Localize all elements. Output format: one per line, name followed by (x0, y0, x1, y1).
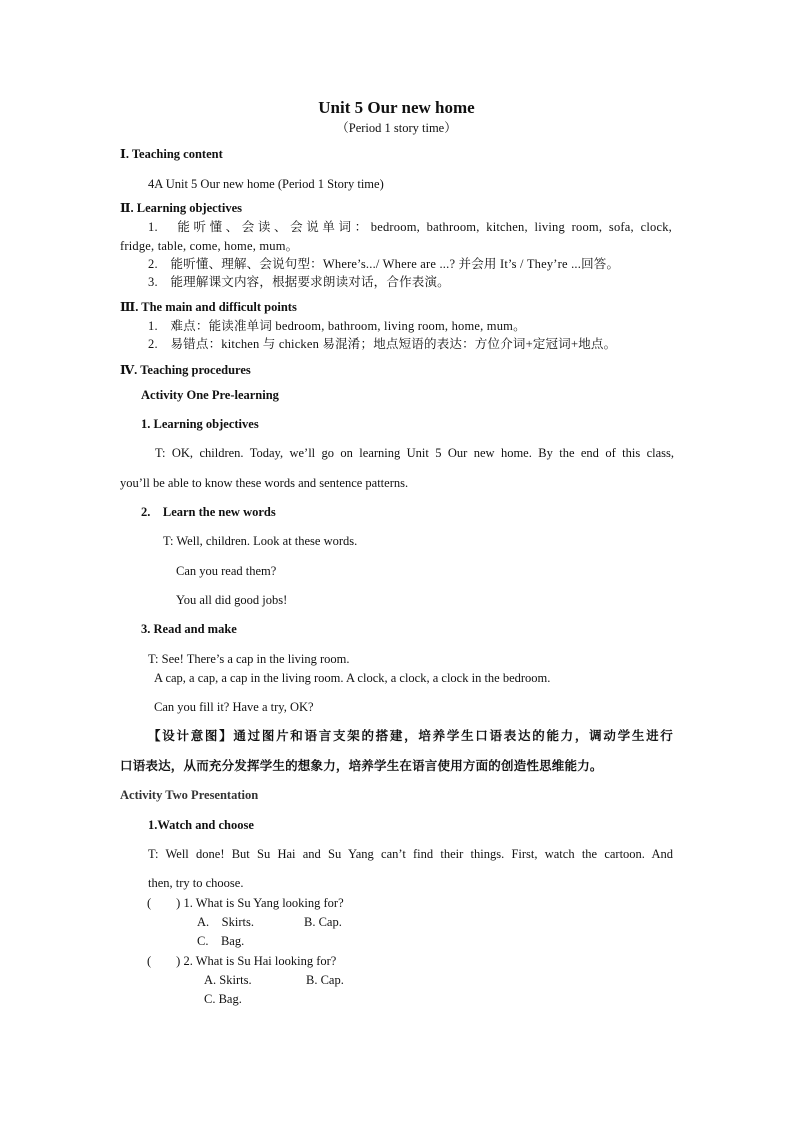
paragraph-watch-line-2: then, try to choose. (148, 876, 244, 890)
section-heading-learning-objectives: Ⅱ. Learning objectives (120, 201, 242, 215)
dialogue-line-good-jobs: You all did good jobs! (176, 593, 288, 607)
dialogue-line-read-them: Can you read them? (176, 564, 277, 578)
chant-line: A cap, a cap, a cap in the living room. A clock, a clock, a clock in the bedroom. (154, 671, 551, 685)
page-subtitle: （Period 1 story time） (336, 121, 457, 135)
section-heading-main-points: Ⅲ. The main and difficult points (120, 300, 297, 314)
dialogue-line-see-cap: T: See! There’s a cap in the living room. (148, 652, 350, 666)
section-heading-teaching-content: Ⅰ. Teaching content (120, 147, 223, 161)
objective-item-2: 2. 能听懂、理解、会说句型：Where’s.../ Where are ...? 并会用 It’s / They’re ...回答。 (148, 257, 620, 271)
sub-heading-watch-and-choose: 1.Watch and choose (148, 818, 254, 832)
sub-heading-learning-objectives: 1. Learning objectives (141, 417, 259, 431)
question-1-option-c: C. Bag. (197, 934, 245, 948)
sub-heading-read-and-make: 3. Read and make (141, 622, 237, 636)
sub-heading-learn-new-words: 2. Learn the new words (141, 505, 276, 519)
question-2-option-a: A. Skirts. (204, 973, 252, 987)
question-1: ( ) 1. What is Su Yang looking for? (147, 896, 344, 910)
objective-item-3: 3. 能理解课文内容，根据要求朗读对话，合作表演。 (148, 275, 450, 289)
point-item-2: 2. 易错点：kitchen 与 chicken 易混淆；地点短语的表达：方位介词+定冠词+地点。 (148, 337, 617, 351)
objective-item-1-line-1: 1. 能听懂、会读、会说单词：bedroom, bathroom, kitchen, living room, sofa, clock, (148, 220, 672, 234)
question-2-option-b: B. Cap. (306, 973, 344, 987)
activity-one-heading: Activity One Pre-learning (141, 388, 279, 402)
section-heading-teaching-procedures: Ⅳ. Teaching procedures (120, 363, 251, 377)
dialogue-line-fill-it: Can you fill it? Have a try, OK? (154, 700, 314, 714)
design-intent-line-2: 口语表达，从而充分发挥学生的想象力，培养学生在语言使用方面的创造性思维能力。 (120, 759, 603, 773)
activity-two-heading: Activity Two Presentation (120, 788, 259, 802)
paragraph-learning-line-2: you’ll be able to know these words and sentence patterns. (120, 476, 409, 490)
paragraph-watch-line-1: T: Well done! But Su Hai and Su Yang can’t find their things. First, watch the cartoon. And (148, 847, 673, 861)
question-1-option-a: A. Skirts. (197, 915, 254, 929)
page-title: Unit 5 Our new home (318, 98, 475, 117)
question-2-option-c: C. Bag. (204, 992, 242, 1006)
point-item-1: 1. 难点：能读准单词 bedroom, bathroom, living room, home, mum。 (148, 319, 526, 333)
dialogue-line-look-words: T: Well, children. Look at these words. (163, 534, 358, 548)
objective-item-1-line-2: fridge, table, come, home, mum。 (120, 239, 299, 253)
design-intent-line-1: 【设计意图】通过图片和语言支架的搭建，培养学生口语表达的能力，调动学生进行 (148, 729, 673, 743)
question-1-option-b: B. Cap. (304, 915, 342, 929)
paragraph-learning-line-1: T: OK, children. Today, we’ll go on learning Unit 5 Our new home. By the end of this class, (155, 446, 674, 460)
question-2: ( ) 2. What is Su Hai looking for? (147, 954, 337, 968)
teaching-content-text: 4A Unit 5 Our new home (Period 1 Story time) (148, 177, 384, 191)
